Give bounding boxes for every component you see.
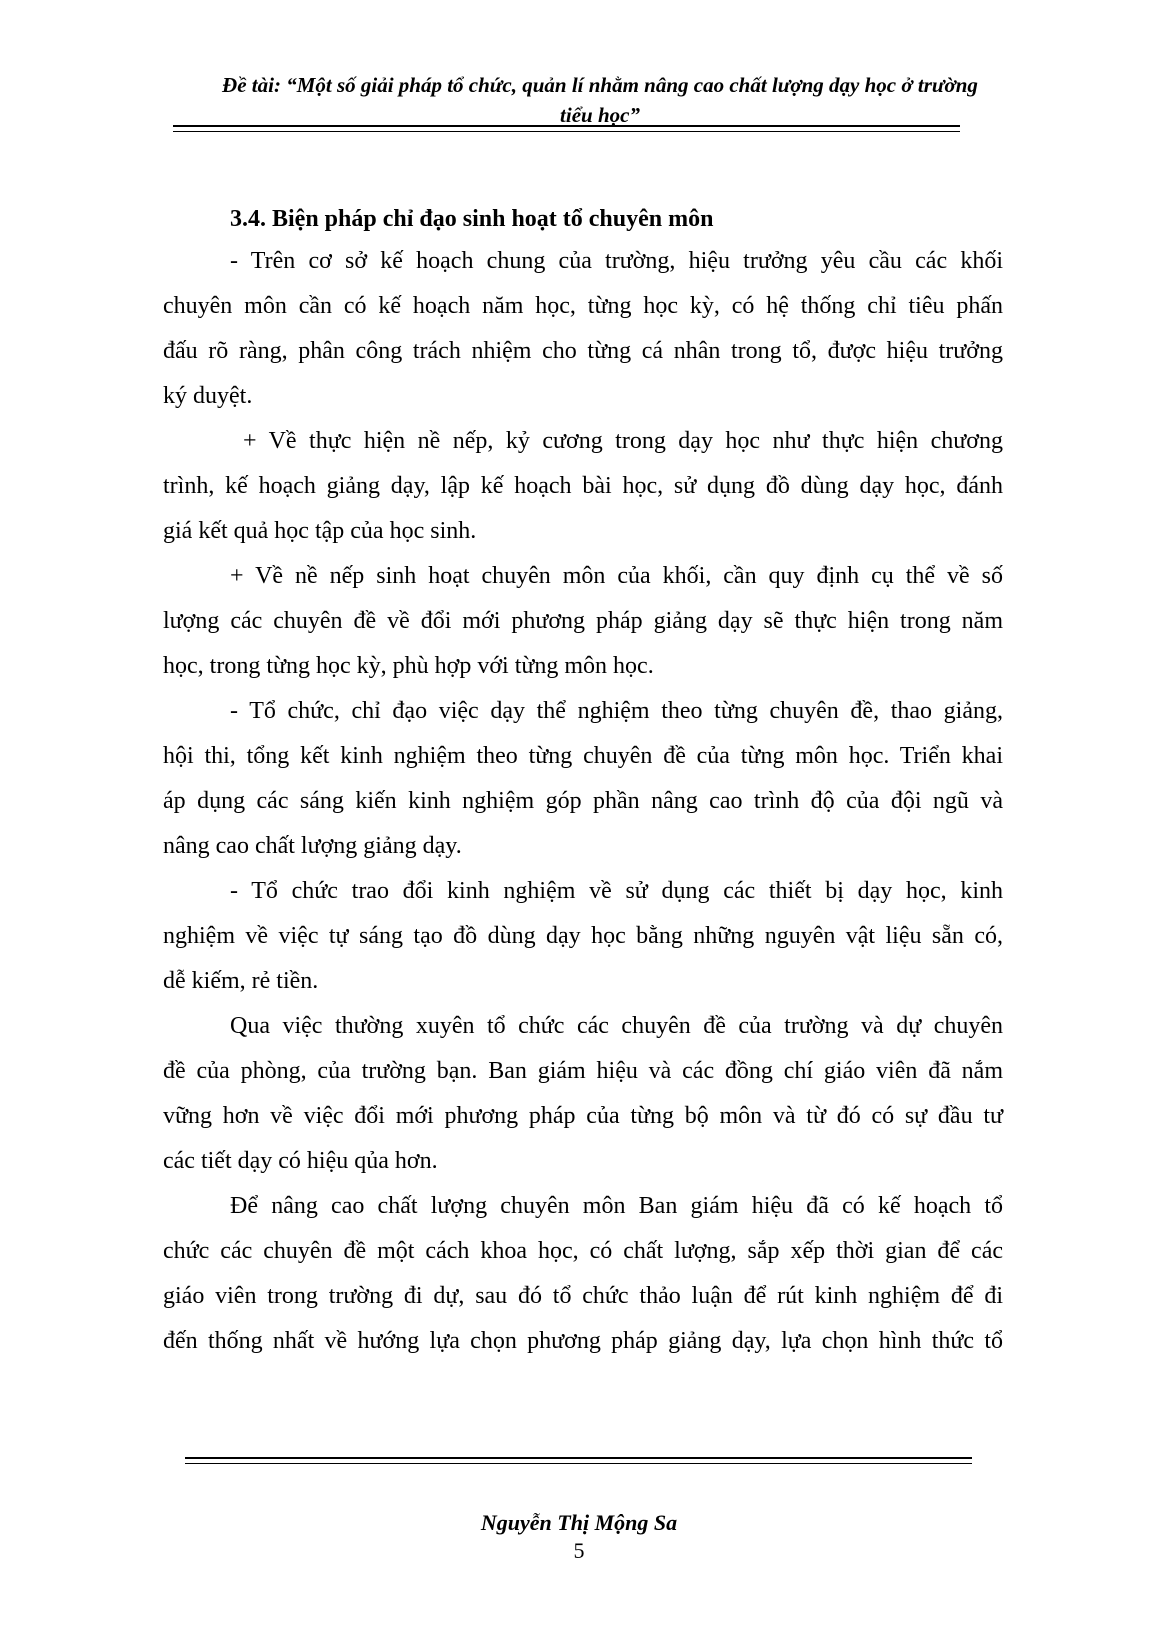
body-line: giáo viên trong trường đi dự, sau đó tổ chức thảo luận để rút kinh nghiệm để đi	[163, 1283, 1003, 1309]
body-line: các tiết dạy có hiệu qủa hơn.	[163, 1148, 438, 1174]
body-line: chuyên môn cần có kế hoạch năm học, từng học kỳ, có hệ thống chỉ tiêu phấn	[163, 293, 1003, 319]
header-title-line-2: tiểu học”	[560, 103, 640, 127]
body-line: trình, kế hoạch giảng dạy, lập kế hoạch bài học, sử dụng đồ dùng dạy học, đánh	[163, 473, 1003, 499]
body-line: nâng cao chất lượng giảng dạy.	[163, 833, 462, 859]
body-line: + Về nề nếp sinh hoạt chuyên môn của khối, cần quy định cụ thể về số	[230, 563, 1003, 589]
footer-rule-bottom	[185, 1463, 972, 1464]
body-line: + Về thực hiện nề nếp, kỷ cương trong dạy học như thực hiện chương	[243, 428, 1003, 454]
body-line: lượng các chuyên đề về đổi mới phương pháp giảng dạy sẽ thực hiện trong năm	[163, 608, 1003, 634]
footer-author: Nguyễn Thị Mộng Sa	[480, 1510, 678, 1535]
body-line: dễ kiếm, rẻ tiền.	[163, 968, 319, 994]
body-line: - Tổ chức, chỉ đạo việc dạy thể nghiệm theo từng chuyên đề, thao giảng,	[230, 698, 1003, 724]
body-line: đề của phòng, của trường bạn. Ban giám hiệu và các đồng chí giáo viên đã nắm	[163, 1058, 1003, 1084]
body-line: Để nâng cao chất lượng chuyên môn Ban giám hiệu đã có kế hoạch tổ	[230, 1193, 1003, 1219]
body-line: Qua việc thường xuyên tổ chức các chuyên đề của trường và dự chuyên	[230, 1013, 1003, 1039]
body-line: ký duyệt.	[163, 383, 253, 409]
page-number: 5	[573, 1538, 585, 1563]
body-line: vững hơn về việc đổi mới phương pháp của từng bộ môn và từ đó có sự đầu tư	[163, 1103, 1003, 1129]
document-header	[150, 70, 1050, 130]
body-line: hội thi, tổng kết kinh nghiệm theo từng chuyên đề của từng môn học. Triển khai	[163, 743, 1003, 769]
body-line: học, trong từng học kỳ, phù hợp với từng môn học.	[163, 653, 654, 679]
body-line: đến thống nhất về hướng lựa chọn phương pháp giảng dạy, lựa chọn hình thức tổ	[163, 1328, 1003, 1354]
body-line: nghiệm về việc tự sáng tạo đồ dùng dạy học bằng những nguyên vật liệu sẵn có,	[163, 923, 1003, 949]
header-rule-bottom	[173, 131, 960, 132]
body-line: - Tổ chức trao đổi kinh nghiệm về sử dụng các thiết bị dạy học, kinh	[230, 878, 1003, 904]
header-rule-top	[173, 125, 960, 127]
body-line: đấu rõ ràng, phân công trách nhiệm cho từng cá nhân trong tổ, được hiệu trưởng	[163, 338, 1003, 364]
body-line: chức các chuyên đề một cách khoa học, có chất lượng, sắp xếp thời gian để các	[163, 1238, 1003, 1264]
footer-rule-top	[185, 1457, 972, 1459]
body-line: áp dụng các sáng kiến kinh nghiệm góp phần nâng cao trình độ của đội ngũ và	[163, 788, 1003, 814]
body-line: - Trên cơ sở kế hoạch chung của trường, hiệu trưởng yêu cầu các khối	[230, 248, 1003, 274]
header-title-line-1: Đề tài: “Một số giải pháp tổ chức, quản lí nhằm nâng cao chất lượng dạy học ở trường	[222, 73, 978, 97]
section-heading: 3.4. Biện pháp chỉ đạo sinh hoạt tổ chuyên môn	[230, 206, 714, 232]
body-line: giá kết quả học tập của học sinh.	[163, 518, 477, 544]
